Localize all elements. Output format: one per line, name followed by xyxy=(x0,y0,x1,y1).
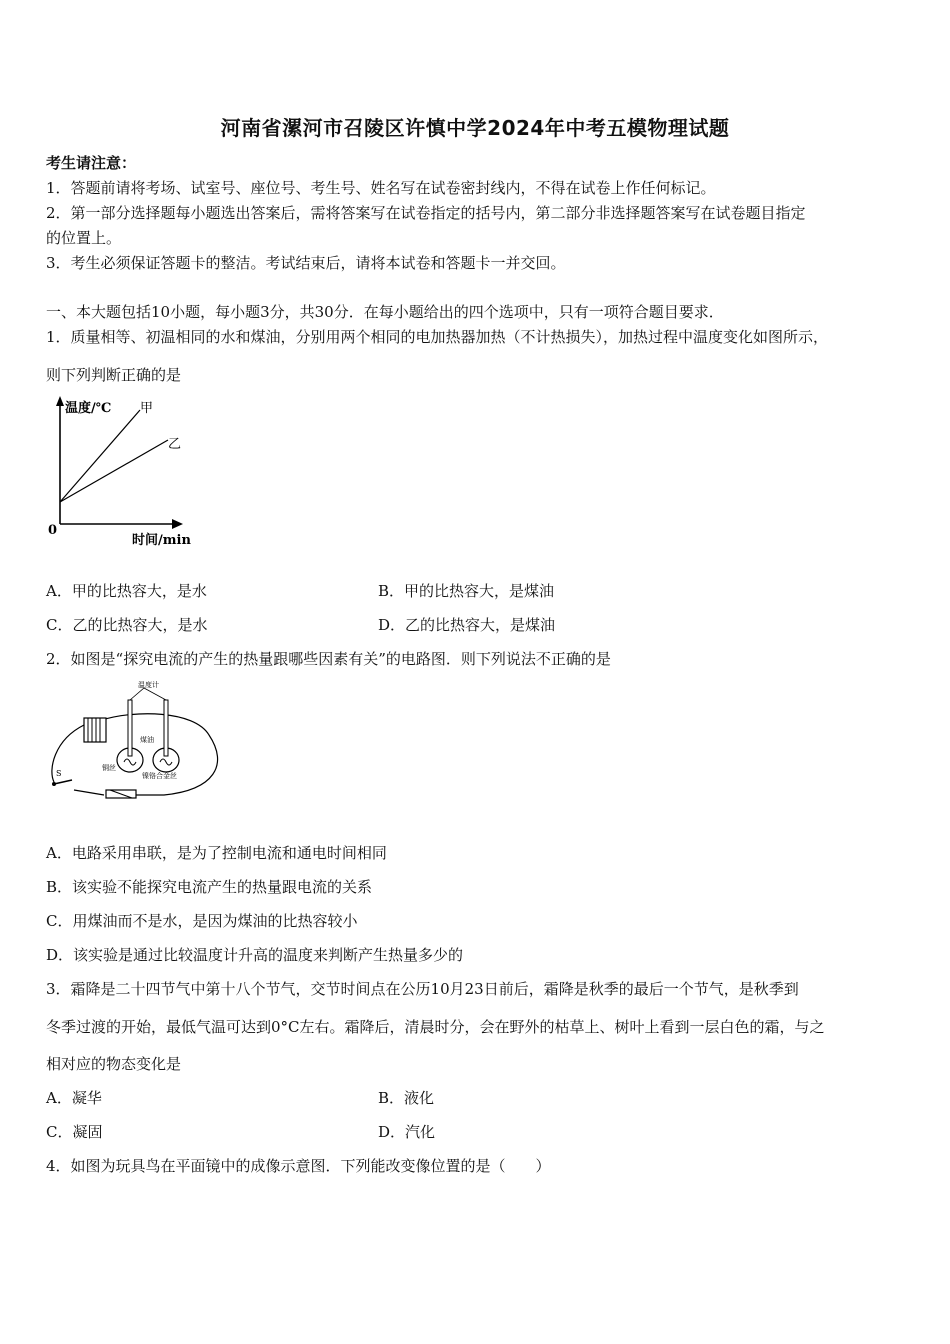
label-yi: 乙 xyxy=(168,437,182,452)
question-2-option-d[interactable]: D．该实验是通过比较温度计升高的温度来判断产生热量多少的 xyxy=(46,946,464,964)
switch-icon xyxy=(54,780,72,784)
battery-icon xyxy=(84,718,106,742)
question-3-option-c[interactable]: C．凝固 xyxy=(46,1123,103,1141)
line-yi xyxy=(60,440,168,502)
question-3-stem-cont: 冬季过渡的开始，最低气温可达到0°C左右。霜降后，清晨时分，会在野外的枯草上、树叶上看到一层白色的霜，与之 xyxy=(46,1018,825,1036)
question-2-option-b[interactable]: B．该实验不能探究电流产生的热量跟电流的关系 xyxy=(46,878,373,896)
question-1-option-d[interactable]: D．乙的比热容大，是煤油 xyxy=(378,616,556,634)
label-jia: 甲 xyxy=(140,401,154,416)
notice-heading: 考生请注意： xyxy=(46,154,137,172)
page-title: 河南省漯河市召陵区许慎中学2024年中考五模物理试题 xyxy=(220,116,730,140)
question-2-option-a[interactable]: A．电路采用串联，是为了控制电流和通电时间相同 xyxy=(46,844,387,862)
svg-text:镍铬合金丝: 镍铬合金丝 xyxy=(142,772,177,780)
notice-item: 3．考生必须保证答题卡的整洁。考试结束后，请将本试卷和答题卡一并交回。 xyxy=(46,254,566,272)
y-axis-label: 温度/℃ xyxy=(65,401,112,416)
thermometer-right-icon xyxy=(164,700,168,756)
question-3-option-b[interactable]: B．液化 xyxy=(378,1089,435,1107)
svg-text:S: S xyxy=(56,769,62,778)
notice-item: 1．答题前请将考场、试室号、座位号、考生号、姓名写在试卷密封线内，不得在试卷上作任何标记。 xyxy=(46,179,716,197)
question-3-stem-cont: 相对应的物态变化是 xyxy=(46,1055,182,1073)
svg-text:温度计: 温度计 xyxy=(138,681,159,689)
notice-item: 的位置上。 xyxy=(46,229,122,247)
temperature-time-graph xyxy=(40,392,210,552)
origin-label: 0 xyxy=(48,523,58,538)
question-2-option-c[interactable]: C．用煤油而不是水，是因为煤油的比热容较小 xyxy=(46,912,358,930)
question-1-option-c[interactable]: C．乙的比热容大，是水 xyxy=(46,616,208,634)
question-4-stem: 4．如图为玩具鸟在平面镜中的成像示意图．下列能改变像位置的是（ ） xyxy=(46,1157,551,1175)
line-jia xyxy=(60,410,140,502)
question-3-option-a[interactable]: A．凝华 xyxy=(46,1089,102,1107)
question-1-option-a[interactable]: A．甲的比热容大，是水 xyxy=(46,582,207,600)
question-1-option-b[interactable]: B．甲的比热容大，是煤油 xyxy=(378,582,555,600)
svg-text:煤油: 煤油 xyxy=(140,736,154,744)
section-heading: 一、本大题包括10小题，每小题3分，共30分．在每小题给出的四个选项中，只有一项符合题目要求． xyxy=(46,303,724,321)
circuit-diagram xyxy=(44,680,254,805)
question-2-stem: 2．如图是“探究电流的产生的热量跟哪些因素有关”的电路图．则下列说法不正确的是 xyxy=(46,650,611,668)
question-1-stem: 1．质量相等、初温相同的水和煤油，分别用两个相同的电加热器加热（不计热损失），加热过程中温度变化如图所示， xyxy=(46,328,829,346)
notice-item: 2．第一部分选择题每小题选出答案后，需将答案写在试卷指定的括号内，第二部分非选择题答案写在试卷题目指定 xyxy=(46,204,806,222)
question-3-stem: 3．霜降是二十四节气中第十八个节气，交节时间点在公历10月23日前后，霜降是秋季的最后一个节气，是秋季到 xyxy=(46,980,799,998)
thermometer-left-icon xyxy=(128,700,132,756)
question-1-stem-cont: 则下列判断正确的是 xyxy=(46,366,182,384)
svg-text:铜丝: 铜丝 xyxy=(102,764,116,772)
question-3-option-d[interactable]: D．汽化 xyxy=(378,1123,436,1141)
x-axis-label: 时间/min xyxy=(132,533,191,548)
